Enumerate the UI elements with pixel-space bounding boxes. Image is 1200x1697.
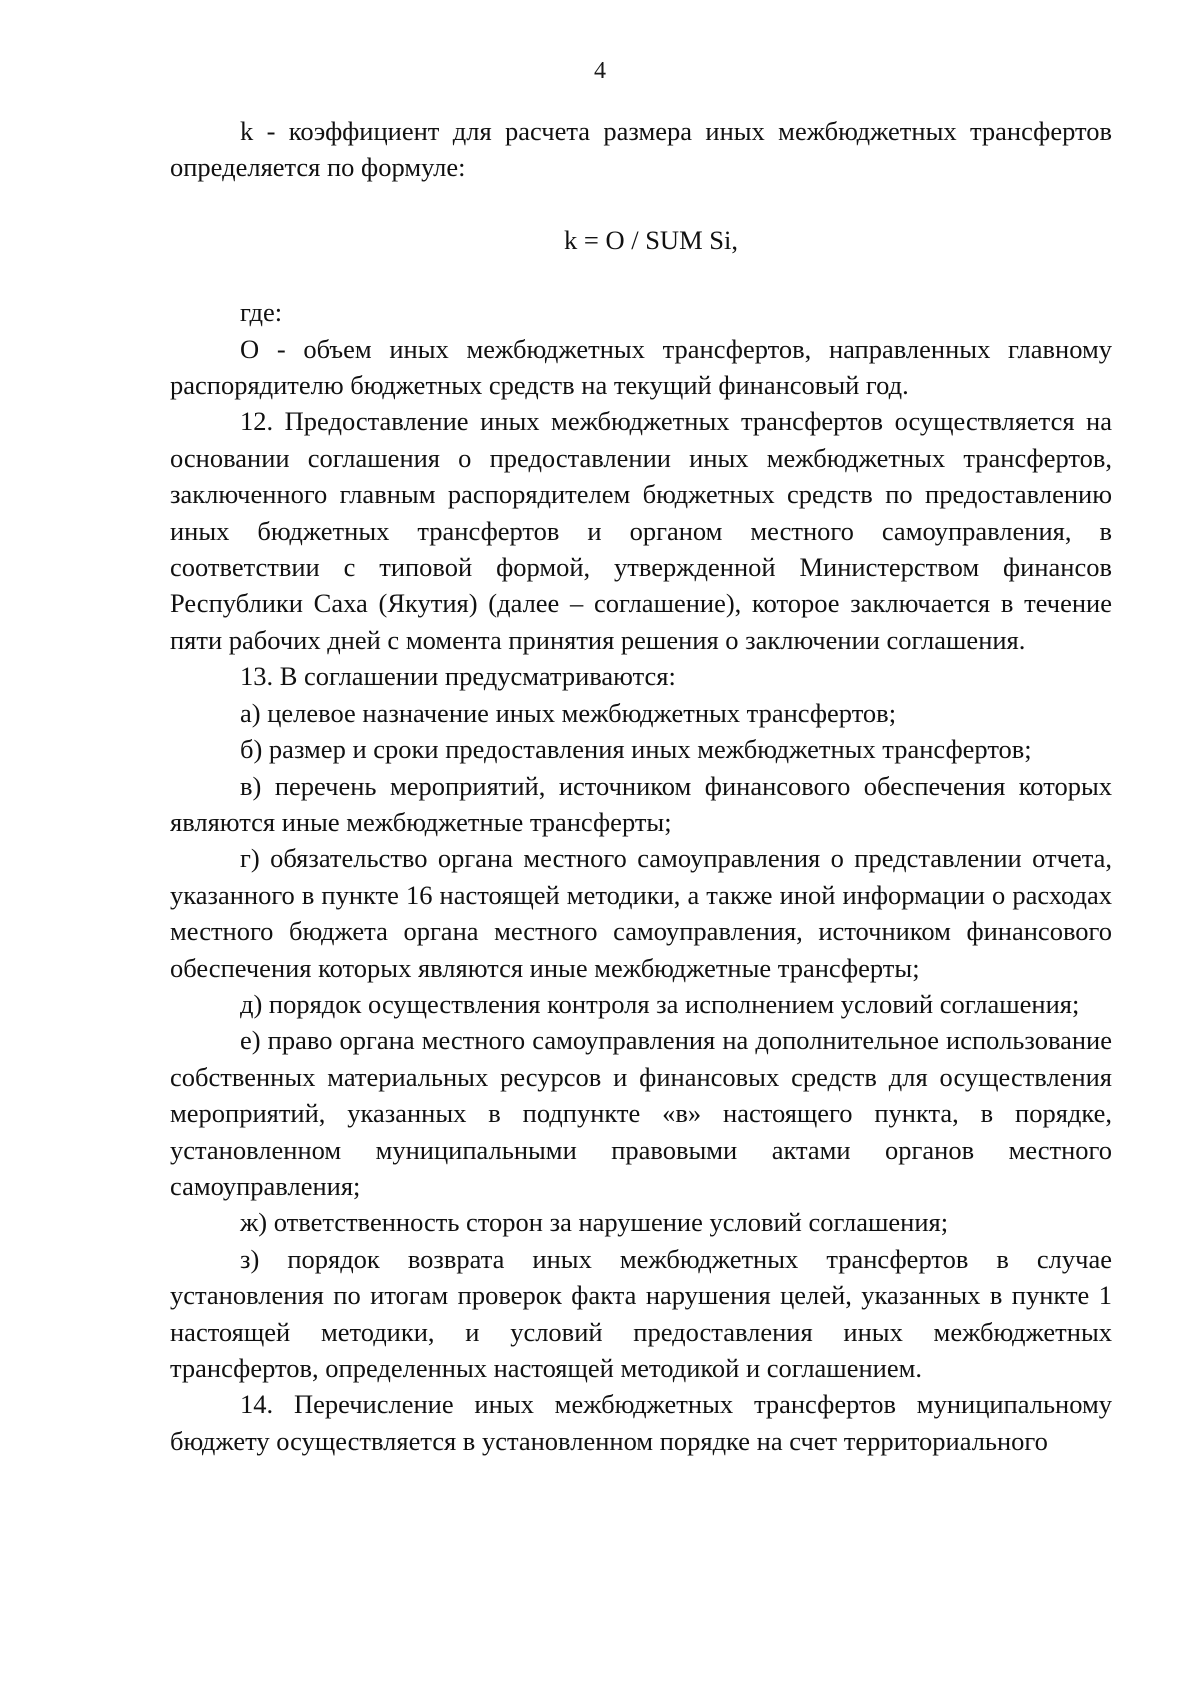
formula: k = O / SUM Si, (564, 224, 738, 255)
paragraph-where: где: (240, 297, 283, 328)
paragraph-13-v: в) перечень мероприятий, источником финансового обеспечения которых являются иные межбюджетные трансферты; (170, 770, 1112, 837)
paragraph-o-definition: O - объем иных межбюджетных трансфертов, направленных главному распорядителю бюджетных средств на текущий финансовый год. (170, 333, 1112, 401)
paragraph-12: 12. Предоставление иных межбюджетных трансфертов осуществляется на основании соглашения о предоставлении иных межбюджетных трансфертов, заключенного главным распорядителем бюджетных средств по предоставлению иных бюджетных трансфертов и органом местного самоуправления, в соответствии с типовой формой, утвержденной Министерством финансов Республики Саха (Якутия) (далее – соглашение), которое заключается в течение пяти рабочих дней с момента принятия решения о заключении соглашения. (170, 406, 1112, 655)
paragraph-13-zh: ж) ответственность сторон за нарушение условий соглашения; (240, 1207, 949, 1238)
paragraph-13-a: а) целевое назначение иных межбюджетных трансфертов; (240, 697, 897, 728)
paragraph-13-d: д) порядок осуществления контроля за исполнением условий соглашения; (240, 988, 1080, 1019)
paragraph-13-g: г) обязательство органа местного самоуправления о представлении отчета, указанного в пункте 16 настоящей методики, а также иной информации о расходах местного бюджета органа местного самоуправления, источником финансового обеспечения которых являются иные межбюджетные трансферты; (170, 843, 1112, 983)
paragraph-k-definition: k - коэффициент для расчета размера иных межбюджетных трансфертов определяется по формуле: (170, 116, 1112, 183)
page-number: 4 (594, 58, 606, 84)
paragraph-13-b: б) размер и сроки предоставления иных межбюджетных трансфертов; (240, 734, 1032, 765)
paragraph-13: 13. В соглашении предусматриваются: (240, 661, 676, 692)
paragraph-13-z: з) порядок возврата иных межбюджетных трансфертов в случае установления по итогам проверок факта нарушения целей, указанных в пункте 1 настоящей методики, и условий предоставления иных межбюджетных трансфертов, определенных настоящей методикой и соглашением. (170, 1243, 1112, 1383)
paragraph-14: 14. Перечисление иных межбюджетных трансфертов муниципальному бюджету осуществляется в установленном порядке на счет территориального (170, 1389, 1112, 1456)
document-body (170, 113, 1112, 1459)
paragraph-13-e: е) право органа местного самоуправления на дополнительное использование собственных материальных ресурсов и финансовых средств для осуществления мероприятий, указанных в подпункте «в» настоящего пункта, в порядке, установленном муниципальными правовыми актами органов местного самоуправления; (170, 1025, 1112, 1201)
